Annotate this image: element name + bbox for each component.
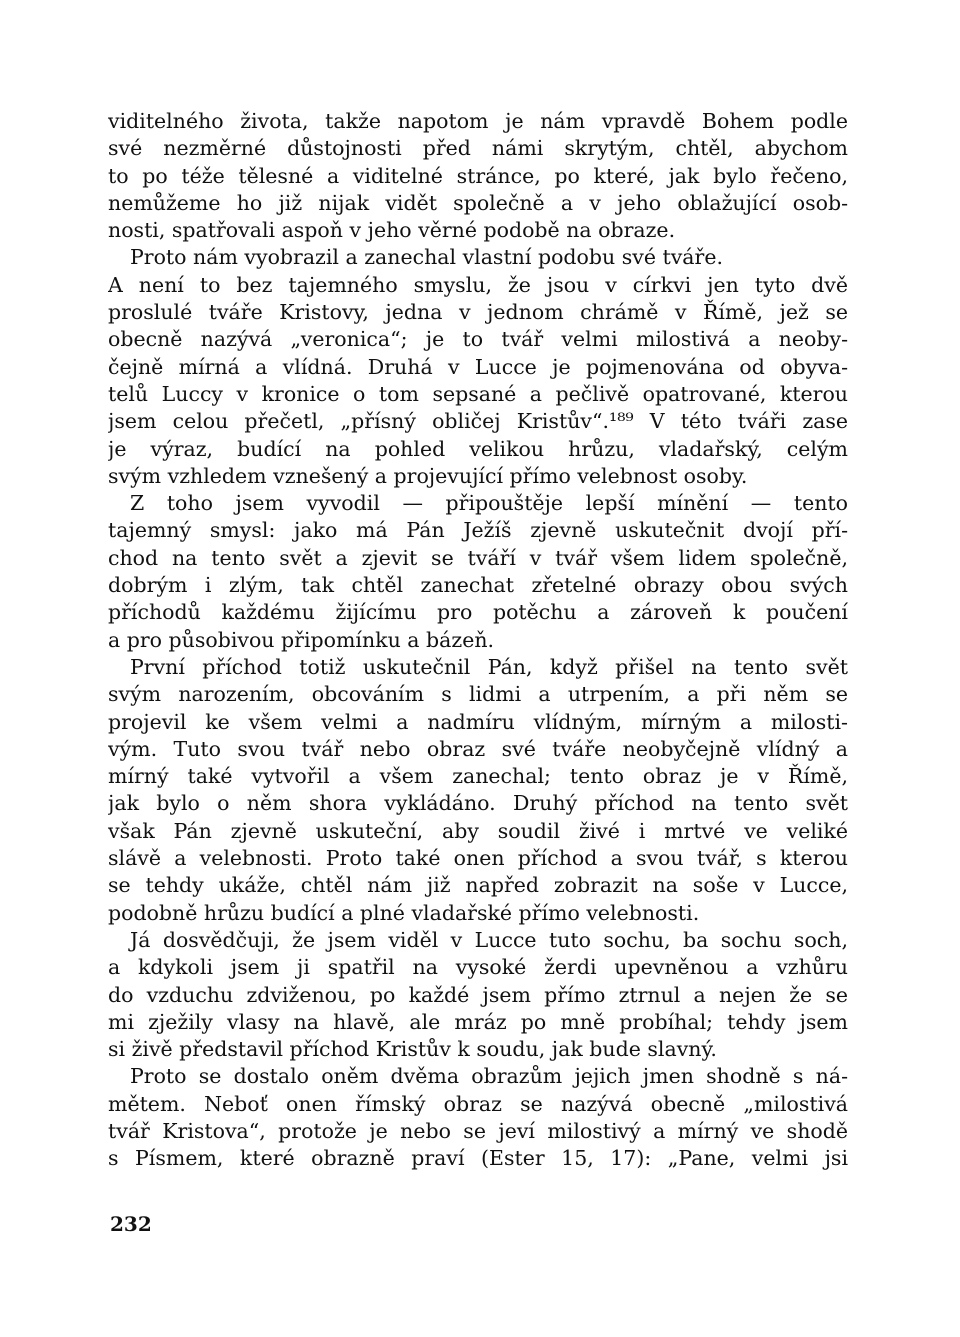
text-line: projevil ke všem velmi a nadmíru vlídným, mírným a milosti- [108,709,848,734]
text-line: dobrým i zlým, tak chtěl zanechat zřetelné obrazy obou svých [108,573,848,598]
text-line: vým. Tuto svou tvář nebo obraz své tváře neobyčejně vlídný a [108,736,848,761]
text-line: mětem. Neboť onen římský obraz se nazývá obecně „milostivá [108,1091,848,1116]
text-line: Proto nám vyobrazil a zanechal vlastní podobu své tváře. [130,245,723,270]
text-line: nosti, spatřovali aspoň v jeho věrné podobě na obraze. [108,218,676,243]
text-line: to po téže tělesné a viditelné stránce, po které, jak bylo řečeno, [108,163,848,188]
text-line: svým narozením, obcováním s lidmi a utrpením, a při něm se [108,682,848,707]
text-line: si živě představil příchod Kristův k soudu, jak bude slavný. [108,1037,717,1062]
text-line: proslulé tváře Kristovy, jedna v jednom chrámě v Římě, jež se [108,300,848,325]
text-line: A není to bez tajemného smyslu, že jsou v církvi jen tyto dvě [108,272,848,297]
body-text [108,108,848,1173]
text-line: podobně hrůzu budící a plné vladařské přímo velebnosti. [108,900,700,925]
text-line: a pro působivou připomínku a bázeň. [108,627,495,652]
text-line: je výraz, budící na pohled velikou hrůzu, vladařský, celým [108,436,848,461]
text-line: slávě a velebnosti. Proto také onen příchod a svou tvář, s kterou [108,846,848,871]
text-line: své nezměrné důstojnosti před námi skrytým, chtěl, abychom [108,136,848,161]
text-line: jsem celou přečetl, „přísný obličej Kristův“.¹⁸⁹ V této tváři zase [108,409,848,434]
text-line: svým vzhledem vznešený a projevující přímo velebnost osoby. [108,463,748,488]
text-line: nemůžeme ho již nijak vidět společně a v jeho oblažující osob- [108,190,848,215]
text-line: mírný také vytvořil a všem zanechal; tento obraz je v Římě, [108,764,848,789]
text-line: Z toho jsem vyvodil — připouštěje lepší mínění — tento [130,491,848,516]
text-line: První příchod totiž uskutečnil Pán, když přišel na tento svět [130,654,848,679]
text-line: viditelného života, takže napotom je nám vpravdě Bohem podle [108,109,848,133]
text-line: jak bylo o něm shora vykládáno. Druhý příchod na tento svět [108,791,848,816]
text-line: mi zježily vlasy na hlavě, ale mráz po mně probíhal; tehdy jsem [108,1009,848,1034]
text-line: Proto se dostalo oněm dvěma obrazům jejich jmen shodně s ná- [130,1064,848,1089]
text-line: se tehdy ukáže, chtěl nám již napřed zobrazit na soše v Lucce, [108,873,848,898]
text-line: obecně nazývá „veronica“; je to tvář velmi milostivá a neoby- [108,327,848,352]
text-line: do vzduchu zdviženou, po každé jsem přímo ztrnul a nejen že se [108,982,848,1007]
text-line: a kdykoli jsem ji spatřil na vysoké žerdi upevněnou a vzhůru [108,955,848,980]
text-line: příchodů každému žijícímu pro potěchu a zároveň k poučení [108,600,848,625]
text-line: chod na tento svět a zjevit se tváří v tvář všem lidem společně, [108,545,848,570]
text-line: tvář Kristova“, protože je nebo se jeví milostivý a mírný ve shodě [108,1118,848,1143]
text-line: Já dosvědčuji, že jsem viděl v Lucce tuto sochu, ba sochu soch, [130,927,848,952]
text-line: s Písmem, které obrazně praví (Ester 15, 17): „Pane, velmi jsi [108,1146,848,1171]
text-line: čejně mírná a vlídná. Druhá v Lucce je pojmenována od obyva- [108,354,848,379]
text-line: telů Luccy v kronice o tom sepsané a pečlivě opatrované, kterou [108,381,848,406]
page-number: 232 [110,1212,152,1236]
text-line: tajemný smysl: jako má Pán Ježíš zjevně uskutečnit dvojí pří- [108,518,848,543]
text-line: však Pán zjevně uskuteční, aby soudil živé i mrtvé ve veliké [108,818,848,843]
